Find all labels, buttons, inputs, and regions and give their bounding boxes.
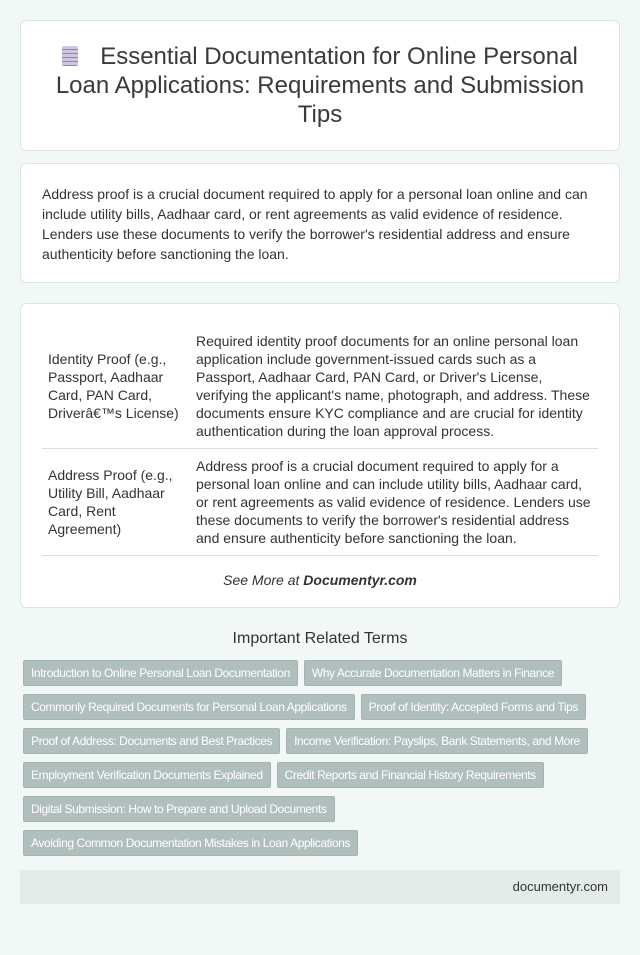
see-more-link[interactable]: Documentyr.com bbox=[303, 572, 417, 588]
tag-link[interactable]: Income Verification: Payslips, Bank Statements, and More bbox=[286, 728, 588, 754]
see-more: See More at Documentyr.com bbox=[223, 572, 417, 588]
tag-link[interactable]: Introduction to Online Personal Loan Documentation bbox=[23, 660, 298, 686]
tag-link[interactable]: Avoiding Common Documentation Mistakes in Loan Applications bbox=[23, 830, 358, 856]
document-icon bbox=[62, 46, 78, 66]
table-row bbox=[42, 324, 598, 449]
page-title: Essential Documentation for Online Personal Loan Applications: Requirements and Submission Tips bbox=[55, 43, 585, 128]
footer-site[interactable]: documentyr.com bbox=[512, 879, 608, 894]
tag-link[interactable]: Employment Verification Documents Explained bbox=[23, 762, 271, 788]
related-terms-heading: Important Related Terms bbox=[232, 630, 408, 647]
document-table bbox=[42, 324, 598, 556]
tag-link[interactable]: Proof of Identity: Accepted Forms and Tips bbox=[361, 694, 586, 720]
tag-link[interactable]: Proof of Address: Documents and Best Practices bbox=[23, 728, 280, 754]
row-key: Address Proof (e.g., Utility Bill, Aadhaar Card, Rent Agreement) bbox=[42, 449, 190, 556]
tag-link[interactable]: Commonly Required Documents for Personal Loan Applications bbox=[23, 694, 355, 720]
row-value: Address proof is a crucial document required to apply for a personal loan online and can include utility bills, Aadhaar card, or rent agreements as valid evidence of residence. Lenders use these documents to verify the borrower's residential address and ensure authenticity before sanctioning the loan. bbox=[190, 449, 598, 556]
tag-link[interactable]: Credit Reports and Financial History Requirements bbox=[277, 762, 544, 788]
tag-link[interactable]: Why Accurate Documentation Matters in Finance bbox=[304, 660, 562, 686]
footer bbox=[20, 870, 620, 904]
document-table-card bbox=[20, 303, 620, 608]
tag-link[interactable]: Digital Submission: How to Prepare and Upload Documents bbox=[23, 796, 335, 822]
table-row bbox=[42, 449, 598, 556]
intro-card bbox=[20, 163, 620, 283]
intro-text: Address proof is a crucial document required to apply for a personal loan online and can include utility bills, Aadhaar card, or rent agreements as valid evidence of residence. Lenders use these documents to verify the borrower's residential address and ensure authenticity before sanctioning the loan. bbox=[42, 186, 588, 262]
row-key: Identity Proof (e.g., Passport, Aadhaar Card, PAN Card, Driverâ€™s License) bbox=[42, 324, 190, 449]
related-tags bbox=[23, 660, 620, 856]
row-value: Required identity proof documents for an online personal loan application include government-issued cards such as a Passport, Aadhaar Card, PAN Card, or Driver's License, verifying the applicant's name, photograph, and address. These documents ensure KYC compliance and are crucial for identity authentication during the loan approval process. bbox=[190, 324, 598, 449]
header-card bbox=[20, 20, 620, 151]
